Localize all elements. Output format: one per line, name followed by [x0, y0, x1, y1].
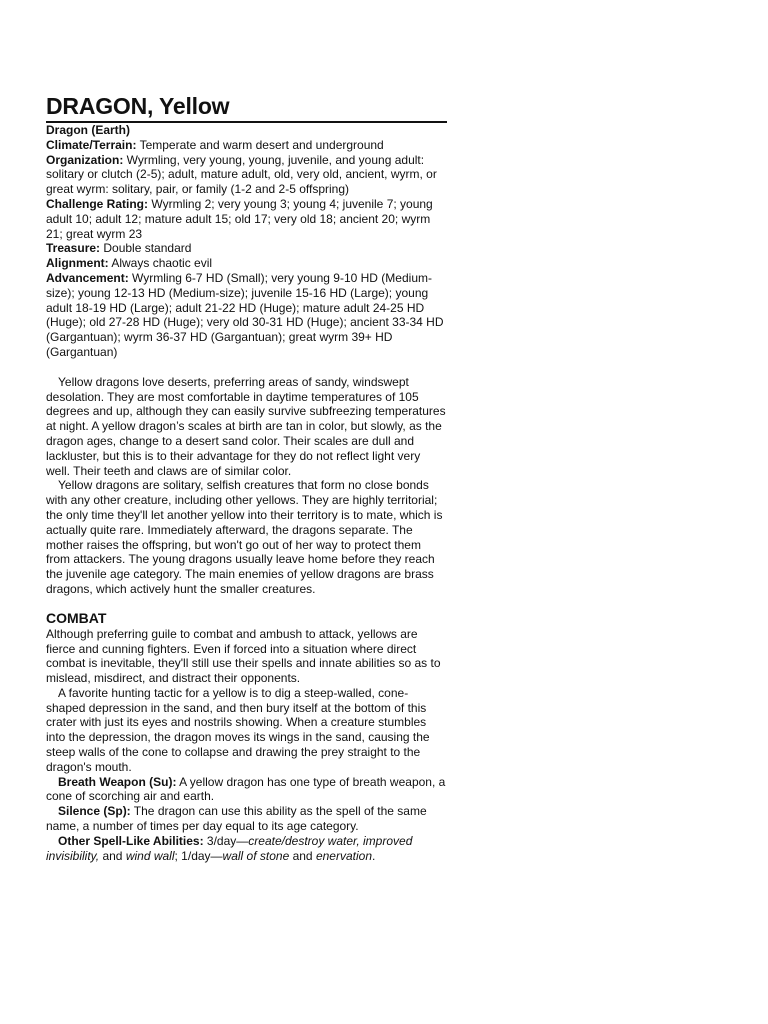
stat-label: Organization:: [46, 152, 124, 167]
stat-label: Treasure:: [46, 241, 101, 256]
ability-label: Other Spell-Like Abilities:: [58, 833, 204, 848]
stat-organization: [46, 153, 446, 197]
ability-text: 3/day—: [203, 833, 249, 848]
stat-label: Climate/Terrain:: [46, 137, 137, 152]
stat-value: Wyrmling 6-7 HD (Small); very young 9-10 HD (Medium-size); young 12-13 HD (Medium-size); juvenile 15-16 HD (Large); young adult 18-19 HD (Large); adult 21-22 HD (Huge); mature adult 24-25 HD (Huge); old 27-28 HD (Huge); very old 30-31 HD (Huge); ancient 33-34 HD (Gargantuan); wyrm 36-37 HD (Gargantuan); great wyrm 39+ HD (Gargantuan): [46, 270, 444, 359]
ability-text: and: [289, 848, 316, 863]
stat-value: Wyrmling, very young, young, juvenile, and young adult: solitary or clutch (2-5); adult, mature adult, old, very old, ancient, wyrm, or great wyrm: solitary, pair, or family (1-2 and 2-5 offspring): [46, 152, 437, 197]
stat-challenge-rating: [46, 197, 446, 241]
description-paragraph: Yellow dragons love deserts, preferring areas of sandy, windswept desolation. They are most comfortable in daytime temperatures of 105 degrees and up, although they can easily survive subfreezing temperatures at night. A yellow dragon’s scales at birth are tan in color, but slowly, as the dragon ages, change to a desert sand color. Their scales are dull and lackluster, but this is to their advantage for they do not reflect light very well. Their teeth and claws are of similar color.: [46, 374, 446, 478]
stat-label: Alignment:: [46, 256, 109, 271]
combat-paragraph: Although preferring guile to combat and ambush to attack, yellows are fierce and cunning fighters. Even if forced into a situation where direct combat is inevitable, they'll still use their spells and innate abilities so as to mislead, misdirect, and distract their opponents.: [46, 626, 441, 686]
ability-text: The dragon can use this ability as the spell of the same name, a number of times per day equal to its age category.: [46, 804, 427, 834]
stat-value: Temperate and warm desert and underground: [136, 137, 384, 152]
combat-heading: COMBAT: [46, 609, 107, 626]
spell-name: wind wall: [125, 848, 175, 863]
spacer: [46, 360, 446, 375]
stat-climate: [46, 138, 446, 153]
stat-alignment: [46, 256, 446, 271]
breath-weapon: [46, 775, 446, 805]
stat-value: Double standard: [100, 241, 192, 256]
ability-text: ; 1/day—: [174, 848, 223, 863]
spell-name: create/destroy water, improved invisibility,: [46, 833, 413, 863]
ability-label: Silence (Sp):: [58, 804, 131, 819]
stat-advancement: [46, 271, 446, 360]
stat-value: Always chaotic evil: [108, 256, 213, 271]
description-paragraph: Yellow dragons are solitary, selfish creatures that form no close bonds with any other creature, including other yellows. They are highly territorial; the only time they'll let another yellow into their territory is to mate, which is actually quite rare. Immediately afterward, the dragons separate. The mother raises the offspring, but won't go out of her way to protect them from attackers. The young dragons usually leave home before they reach the juvenile age category. The main enemies of yellow dragons are brass dragons, which actively hunt the smaller creatures.: [46, 478, 443, 596]
silence-ability: [46, 804, 446, 834]
combat-section: [46, 627, 446, 864]
stat-value: Wyrmling 2; very young 3; young 4; juvenile 7; young adult 10; adult 12; mature adult 15; old 17; very old 18; ancient 20; wyrm 21; great wyrm 23: [46, 196, 433, 241]
ability-text: and: [99, 848, 126, 863]
stat-block: [46, 123, 446, 863]
spell-name: enervation: [315, 848, 372, 863]
stat-treasure: [46, 241, 446, 256]
stat-label: Advancement:: [46, 270, 129, 285]
combat-paragraph: A favorite hunting tactic for a yellow is to dig a steep-walled, cone-shaped depression in the sand, and then bury itself at the bottom of this crater with just its eyes and nostrils showing. When a creature stumbles into the depression, the dragon moves its wings in the sand, causing the steep walls of the cone to collapse and drawing the prey straight to the dragon's mouth.: [46, 685, 430, 774]
spell-like-abilities: [46, 834, 446, 864]
description: [46, 375, 446, 597]
ability-text: .: [372, 848, 376, 863]
ability-label: Breath Weapon (Su):: [58, 774, 177, 789]
stat-label: Challenge Rating:: [46, 196, 149, 211]
creature-type: Dragon (Earth): [46, 123, 130, 137]
ability-text: A yellow dragon has one type of breath weapon, a cone of scorching air and earth.: [46, 774, 446, 804]
page-content: [46, 92, 446, 863]
spell-name: wall of stone: [222, 848, 290, 863]
page-title: DRAGON, Yellow: [46, 92, 447, 123]
